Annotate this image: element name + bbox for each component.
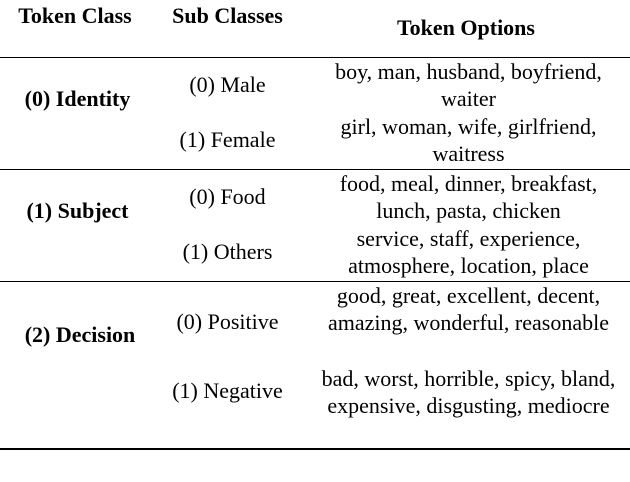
- options-positive: good, great, excellent, decent, amazing, wonderful, reasonable: [328, 283, 609, 335]
- class-identity: (0) Identity: [24, 86, 131, 111]
- class-subject: (1) Subject: [26, 198, 129, 223]
- header-token-options: Token Options: [397, 15, 535, 40]
- options-negative: bad, worst, horrible, spicy, bland, expensive, disgusting, mediocre: [321, 366, 616, 418]
- subclass-male: (0) Male: [189, 72, 266, 97]
- header-sub-classes: Sub Classes: [172, 3, 283, 28]
- options-female: girl, woman, wife, girlfriend, waitress: [340, 114, 597, 166]
- options-food: food, meal, dinner, breakfast, lunch, pasta, chicken: [339, 171, 598, 223]
- subclass-food: (0) Food: [189, 184, 266, 209]
- class-decision: (2) Decision: [24, 322, 136, 347]
- subclass-positive: (0) Positive: [176, 309, 279, 334]
- options-male: boy, man, husband, boyfriend, waiter: [335, 59, 602, 111]
- header-token-class: Token Class: [18, 3, 132, 28]
- subclass-others: (1) Others: [182, 239, 273, 264]
- options-others: service, staff, experience, atmosphere, location, place: [348, 226, 589, 278]
- bottom-rule: [0, 448, 630, 450]
- subclass-negative: (1) Negative: [172, 378, 283, 403]
- subclass-female: (1) Female: [179, 127, 276, 152]
